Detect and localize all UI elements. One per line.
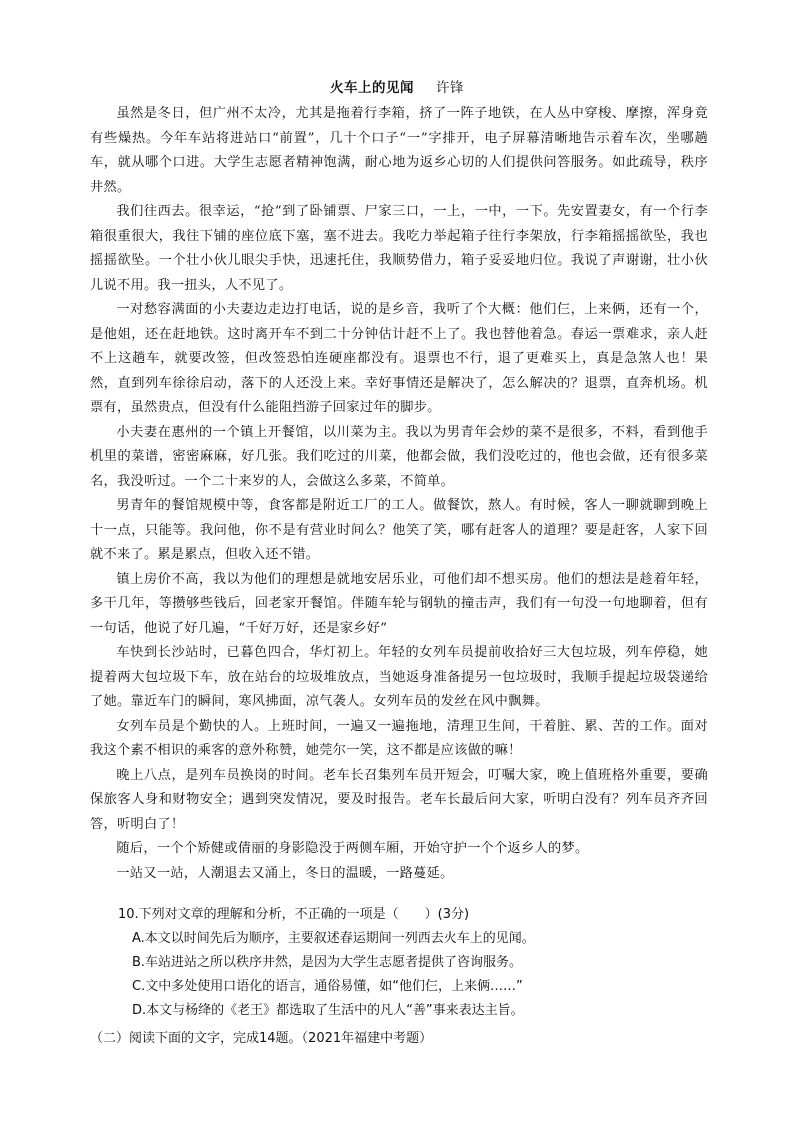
- section-heading: （二）阅读下面的文字，完成14题。（2021年福建中考题）: [90, 1031, 433, 1046]
- article-paragraph: 镇上房价不高，我以为他们的理想是就地安居乐业，可他们却不想买房。他们的想法是趁着年轻，多干几年，等攒够些钱后，回老家开餐馆。伴随车轮与钢轨的撞击声，我们有一句没一句地聊着，但有一句话，他说了好几遍，“千好万好，还是家乡好”: [90, 571, 708, 636]
- question-10: [118, 903, 718, 1023]
- article-paragraph: 男青年的餐馆规模中等，食客都是附近工厂的工人。做餐饮，熬人。有时候，客人一聊就聊到晚上十一点，只能等。我问他，你不是有营业时间么？他笑了笑，哪有赶客人的道理？要是赶客，人家下回就不来了。累是累点，但收入还不错。: [90, 498, 708, 562]
- article-paragraph: 一对愁容满面的小夫妻边走边打电话，说的是乡音，我听了个大概：他们仨，上来俩，还有一个，是他姐，还在赶地铁。这时离开车不到二十分钟估计赶不上了。我也替他着急。春运一票难求，亲人赶不上这趟车，就要改签，但改签恐怕连硬座都没有。退票也不行，退了更难买上，真是急煞人也！果然，直到列车徐徐启动，落下的人还没上来。幸好事情还是解决了，怎么解决的？退票，直奔机场。机票有，虽然贵点，但没有什么能阻挡游子回家过年的脚步。: [90, 302, 708, 415]
- article-paragraph: 晚上八点，是列车员换岗的时间。老车长召集列车员开短会，叮嘱大家，晚上值班格外重要，要确保旅客人身和财物安全；遇到突发情况，要及时报告。老车长最后问大家，听明白没有？列车员齐齐回答，听明白了！: [90, 767, 708, 832]
- article-title: 火车上的见闻: [330, 80, 414, 96]
- question-stem: 10.下列对文章的理解和分析，不正确的一项是（ ）(3分): [118, 907, 470, 922]
- article-title-line: [0, 76, 794, 96]
- question-option-b: B.车站进站之所以秩序井然，是因为大学生志愿者提供了咨询服务。: [132, 955, 523, 970]
- question-option-d: D.本文与杨绛的《老王》都选取了生活中的凡人“善”事来表达主旨。: [132, 1003, 524, 1018]
- article-paragraph: 女列车员是个勤快的人。上班时间，一遍又一遍拖地，清理卫生间，干着脏、累、苦的工作。面对我这个素不相识的乘客的意外称赞，她莞尔一笑，这不都是应该做的嘛！: [90, 718, 708, 758]
- article-paragraph: 随后，一个个矫健或倩丽的身影隐没于两侧车厢，开始守护一个个返乡人的梦。: [116, 841, 589, 856]
- question-option-a: A.本文以时间先后为顺序，主要叙述春运期间一列西去火车上的见闻。: [132, 931, 535, 946]
- article-paragraph: 虽然是冬日，但广州不太冷，尤其是拖着行李箱，挤了一阵子地铁，在人丛中穿梭、摩擦，浑身竟有些燥热。今年车站将进站口“前置”，几十个口子“一”字排开，电子屏幕清晰地告示着车次，坐哪趟车，就从哪个口进。大学生志愿者精神饱满，耐心地为返乡心切的人们提供问答服务。如此疏导，秩序井然。: [90, 106, 708, 195]
- article-paragraph: 我们往西去。很幸运，“抢”到了卧铺票、尸家三口，一上，一中，一下。先安置妻女，有一个行李箱很重很大，我往下铺的座位底下塞，塞不进去。我吃力举起箱子往行李架放，行李箱摇摇欲坠，我也摇摇欲坠。一个壮小伙儿眼尖手快，迅速托住，我顺势借力，箱子妥妥地归位。我说了声谢谢，壮小伙儿说不用。我一扭头，人不见了。: [90, 204, 708, 293]
- article-paragraph: 小夫妻在惠州的一个镇上开餐馆，以川菜为主。我以为男青年会炒的菜不是很多，不料，看到他手机里的菜谱，密密麻麻，好几张。我们吃过的川菜，他都会做，我们没吃过的，他也会做，还有很多菜名，我没听过。一个二十来岁的人，会做这么多菜，不简单。: [90, 424, 708, 489]
- article-body: [90, 102, 708, 886]
- question-option-c: C.文中多处使用口语化的语言，通俗易懂，如“他们仨，上来俩……”: [132, 979, 523, 994]
- article-author: 许锋: [436, 80, 464, 96]
- article-paragraph: 车快到长沙站时，已暮色四合，华灯初上。年轻的女列车员提前收拾好三大包垃圾，列车停稳，她提着两大包垃圾下车，放在站台的垃圾堆放点，当她返身准备提另一包垃圾时，我顺手提起垃圾袋递给了她。靠近车门的瞬间，寒风拂面，凉气袭人。女列车员的发丝在风中飘舞。: [90, 645, 708, 709]
- article-paragraph: 一站又一站，人潮退去又涌上，冬日的温暖，一路蔓延。: [116, 865, 454, 881]
